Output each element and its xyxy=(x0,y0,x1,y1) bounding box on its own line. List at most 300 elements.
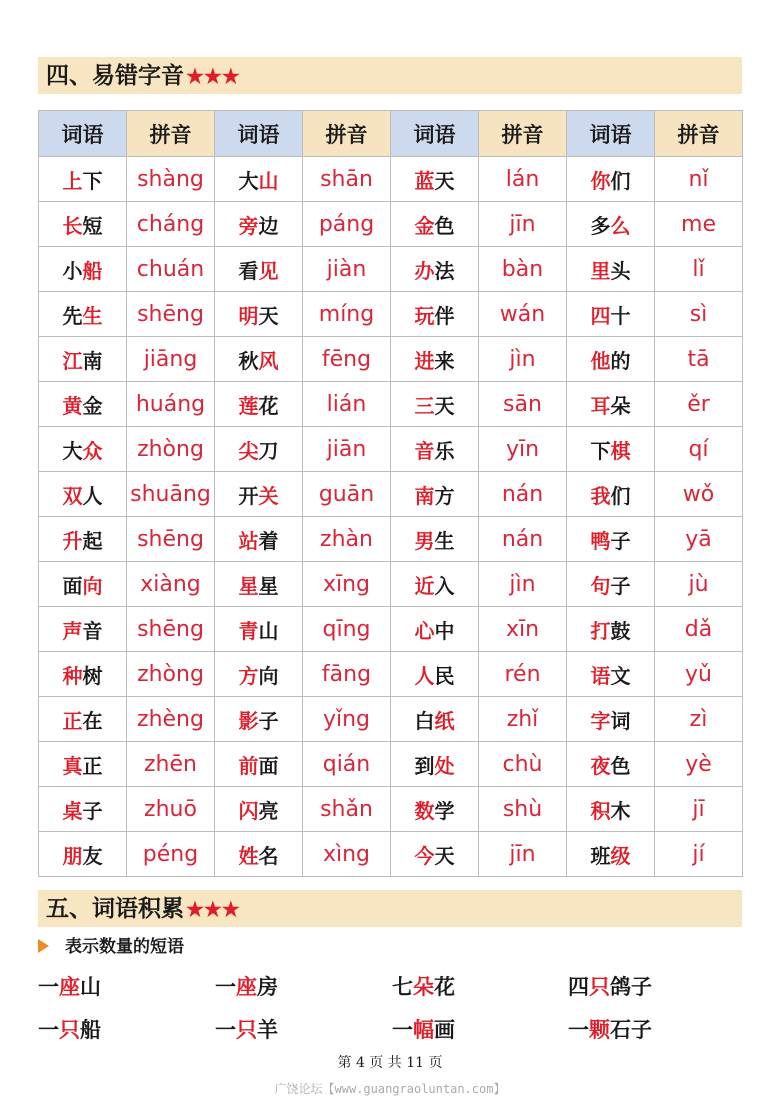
char: 白 xyxy=(414,708,435,733)
char: 羊 xyxy=(257,1017,278,1042)
pinyin-cell: huáng xyxy=(127,382,215,427)
word-cell xyxy=(215,382,303,427)
char: 面 xyxy=(258,753,279,778)
page-number: 第 4 页 共 11 页 xyxy=(337,1055,443,1071)
word-cell xyxy=(567,382,655,427)
char: 房 xyxy=(257,974,278,999)
char: 四 xyxy=(568,974,589,999)
char: 开 xyxy=(238,483,259,508)
word-cell xyxy=(215,427,303,472)
char: 天 xyxy=(258,303,279,328)
pinyin-cell: sān xyxy=(479,382,567,427)
char: 天 xyxy=(434,393,455,418)
char: 天 xyxy=(434,843,455,868)
char: 大 xyxy=(238,168,259,193)
quantity-phrase xyxy=(568,971,652,1001)
pinyin-cell: xīng xyxy=(303,562,391,607)
table-row xyxy=(39,337,743,382)
highlighted-char: 上 xyxy=(62,168,83,193)
pinyin-cell: dǎ xyxy=(655,607,743,652)
pinyin-cell: ěr xyxy=(655,382,743,427)
highlighted-char: 办 xyxy=(414,258,435,283)
pinyin-cell: shēng xyxy=(127,517,215,562)
highlighted-char: 莲 xyxy=(238,393,259,418)
char: 一 xyxy=(568,1017,589,1042)
quantity-phrase xyxy=(215,971,278,1001)
triangle-bullet-icon xyxy=(38,939,49,953)
char: 的 xyxy=(610,348,631,373)
char: 星 xyxy=(258,573,279,598)
pinyin-cell: jiāng xyxy=(127,337,215,382)
highlighted-char: 闪 xyxy=(238,798,259,823)
char: 正 xyxy=(82,753,103,778)
word-cell xyxy=(39,157,127,202)
section-4-title: 四、易错字音 xyxy=(46,62,184,89)
word-cell xyxy=(567,247,655,292)
quantity-phrase xyxy=(38,1014,101,1044)
highlighted-char: 风 xyxy=(258,348,279,373)
word-cell xyxy=(567,562,655,607)
char: 山 xyxy=(258,618,279,643)
char: 文 xyxy=(610,663,631,688)
char: 秋 xyxy=(238,348,259,373)
pinyin-cell: jìn xyxy=(479,337,567,382)
char: 伴 xyxy=(434,303,455,328)
pinyin-cell: qí xyxy=(655,427,743,472)
highlighted-char: 夜 xyxy=(590,753,611,778)
word-cell xyxy=(215,652,303,697)
highlighted-char: 黄 xyxy=(62,393,83,418)
word-cell xyxy=(567,832,655,877)
word-cell xyxy=(391,247,479,292)
table-row xyxy=(39,157,743,202)
char: 色 xyxy=(434,213,455,238)
word-cell xyxy=(391,832,479,877)
word-cell xyxy=(391,697,479,742)
word-cell xyxy=(391,157,479,202)
table-row xyxy=(39,382,743,427)
char: 名 xyxy=(258,843,279,868)
column-header: 词语 xyxy=(215,111,303,157)
highlighted-char: 船 xyxy=(82,258,103,283)
highlighted-char: 尖 xyxy=(238,438,259,463)
pinyin-cell: lián xyxy=(303,382,391,427)
word-cell xyxy=(391,427,479,472)
highlighted-char: 男 xyxy=(414,528,435,553)
char: 们 xyxy=(610,168,631,193)
table-row xyxy=(39,472,743,517)
pinyin-cell: bàn xyxy=(479,247,567,292)
word-cell xyxy=(567,472,655,517)
highlighted-char: 耳 xyxy=(590,393,611,418)
char: 方 xyxy=(434,483,455,508)
pinyin-cell: zì xyxy=(655,697,743,742)
word-cell xyxy=(391,742,479,787)
char: 小 xyxy=(62,258,83,283)
table-row xyxy=(39,247,743,292)
highlighted-char: 朵 xyxy=(413,974,434,999)
highlighted-char: 座 xyxy=(236,974,257,999)
table-header-row xyxy=(39,111,743,157)
char: 们 xyxy=(610,483,631,508)
table-row xyxy=(39,517,743,562)
char: 大 xyxy=(62,438,83,463)
highlighted-char: 颗 xyxy=(589,1017,610,1042)
highlighted-char: 我 xyxy=(590,483,611,508)
watermark: 广饶论坛【www.guangraoluntan.com】 xyxy=(274,1082,506,1096)
word-cell xyxy=(39,337,127,382)
char: 花 xyxy=(258,393,279,418)
highlighted-char: 他 xyxy=(590,348,611,373)
highlighted-char: 种 xyxy=(62,663,83,688)
pinyin-cell: zhòng xyxy=(127,427,215,472)
pinyin-cell: zhèng xyxy=(127,697,215,742)
highlighted-char: 句 xyxy=(590,573,611,598)
pinyin-cell: xìng xyxy=(303,832,391,877)
pinyin-cell: yīn xyxy=(479,427,567,472)
char: 词 xyxy=(610,708,631,733)
highlighted-char: 影 xyxy=(238,708,259,733)
highlighted-char: 近 xyxy=(414,573,435,598)
word-cell xyxy=(39,292,127,337)
word-cell xyxy=(391,517,479,562)
char: 边 xyxy=(258,213,279,238)
pinyin-cell: me xyxy=(655,202,743,247)
highlighted-char: 向 xyxy=(82,573,103,598)
pinyin-cell: xīn xyxy=(479,607,567,652)
column-header: 拼音 xyxy=(127,111,215,157)
word-cell xyxy=(215,292,303,337)
highlighted-char: 座 xyxy=(59,974,80,999)
table-row xyxy=(39,742,743,787)
char: 短 xyxy=(82,213,103,238)
char: 子 xyxy=(258,708,279,733)
highlighted-char: 青 xyxy=(238,618,259,643)
highlighted-char: 站 xyxy=(238,528,259,553)
char: 来 xyxy=(434,348,455,373)
quantity-phrase xyxy=(215,1014,278,1044)
pinyin-cell: míng xyxy=(303,292,391,337)
pinyin-cell: nǐ xyxy=(655,157,743,202)
table-row xyxy=(39,427,743,472)
table-row xyxy=(39,832,743,877)
char: 石子 xyxy=(610,1017,652,1042)
pinyin-cell: shàng xyxy=(127,157,215,202)
highlighted-char: 四 xyxy=(590,303,611,328)
char: 一 xyxy=(392,1017,413,1042)
char: 子 xyxy=(610,528,631,553)
pinyin-cell: tā xyxy=(655,337,743,382)
highlighted-char: 棋 xyxy=(610,438,631,463)
word-cell xyxy=(215,832,303,877)
highlighted-char: 见 xyxy=(258,258,279,283)
pinyin-cell: shēng xyxy=(127,292,215,337)
word-cell xyxy=(391,337,479,382)
pinyin-cell: guān xyxy=(303,472,391,517)
column-header: 词语 xyxy=(39,111,127,157)
char: 面 xyxy=(62,573,83,598)
word-cell xyxy=(215,517,303,562)
char: 友 xyxy=(82,843,103,868)
char: 鼓 xyxy=(610,618,631,643)
pinyin-cell: qīng xyxy=(303,607,391,652)
char: 天 xyxy=(434,168,455,193)
char: 入 xyxy=(434,573,455,598)
char: 树 xyxy=(82,663,103,688)
pinyin-cell: qián xyxy=(303,742,391,787)
quantity-phrase xyxy=(568,1014,652,1044)
highlighted-char: 积 xyxy=(590,798,611,823)
pinyin-cell: sì xyxy=(655,292,743,337)
pinyin-cell: zhǐ xyxy=(479,697,567,742)
highlighted-char: 旁 xyxy=(238,213,259,238)
highlighted-char: 级 xyxy=(610,843,631,868)
pinyin-cell: zhàn xyxy=(303,517,391,562)
highlighted-char: 心 xyxy=(414,618,435,643)
word-cell xyxy=(391,292,479,337)
word-cell xyxy=(39,607,127,652)
highlighted-char: 鸭 xyxy=(590,528,611,553)
subheading-text: 表示数量的短语 xyxy=(65,937,184,957)
pinyin-cell: chuán xyxy=(127,247,215,292)
pinyin-cell: zhēn xyxy=(127,742,215,787)
pinyin-cell: jiān xyxy=(303,427,391,472)
pinyin-cell: shǎn xyxy=(303,787,391,832)
word-cell xyxy=(567,742,655,787)
quantity-phrase xyxy=(392,1014,455,1044)
char: 刀 xyxy=(258,438,279,463)
column-header: 词语 xyxy=(391,111,479,157)
pinyin-cell: zhuō xyxy=(127,787,215,832)
highlighted-char: 么 xyxy=(610,213,631,238)
pinyin-cell: yè xyxy=(655,742,743,787)
column-header: 拼音 xyxy=(303,111,391,157)
highlighted-char: 数 xyxy=(414,798,435,823)
word-cell xyxy=(567,337,655,382)
word-cell xyxy=(567,697,655,742)
highlighted-char: 正 xyxy=(62,708,83,733)
pinyin-cell: jiàn xyxy=(303,247,391,292)
highlighted-char: 江 xyxy=(62,348,83,373)
pinyin-cell: rén xyxy=(479,652,567,697)
highlighted-char: 姓 xyxy=(238,843,259,868)
word-cell xyxy=(567,427,655,472)
highlighted-char: 语 xyxy=(590,663,611,688)
highlighted-char: 只 xyxy=(236,1017,257,1042)
highlighted-char: 处 xyxy=(434,753,455,778)
char: 金 xyxy=(82,393,103,418)
word-cell xyxy=(39,517,127,562)
char: 七 xyxy=(392,974,413,999)
highlighted-char: 真 xyxy=(62,753,83,778)
pinyin-cell: xiàng xyxy=(127,562,215,607)
column-header: 拼音 xyxy=(655,111,743,157)
pinyin-cell: yā xyxy=(655,517,743,562)
word-cell xyxy=(567,157,655,202)
highlighted-char: 星 xyxy=(238,573,259,598)
highlighted-char: 进 xyxy=(414,348,435,373)
word-cell xyxy=(215,202,303,247)
star-rating-icon: ★★★ xyxy=(186,897,240,921)
word-cell xyxy=(391,382,479,427)
word-cell xyxy=(567,787,655,832)
section-5-header xyxy=(38,890,742,927)
char: 花 xyxy=(434,974,455,999)
subheading xyxy=(38,932,184,957)
word-cell xyxy=(215,787,303,832)
word-cell xyxy=(391,652,479,697)
pinyin-cell: jí xyxy=(655,832,743,877)
word-cell xyxy=(391,787,479,832)
char: 乐 xyxy=(434,438,455,463)
word-cell xyxy=(215,472,303,517)
highlighted-char: 生 xyxy=(82,303,103,328)
char: 班 xyxy=(590,843,611,868)
word-cell xyxy=(39,382,127,427)
pinyin-cell: jī xyxy=(655,787,743,832)
table-row xyxy=(39,292,743,337)
char: 色 xyxy=(610,753,631,778)
char: 朵 xyxy=(610,393,631,418)
word-cell xyxy=(39,742,127,787)
word-cell xyxy=(567,292,655,337)
highlighted-char: 只 xyxy=(589,974,610,999)
highlighted-char: 桌 xyxy=(62,798,83,823)
table-row xyxy=(39,652,743,697)
char: 先 xyxy=(62,303,83,328)
highlighted-char: 幅 xyxy=(413,1017,434,1042)
word-cell xyxy=(391,607,479,652)
highlighted-char: 朋 xyxy=(62,843,83,868)
word-cell xyxy=(215,607,303,652)
pinyin-cell: shēng xyxy=(127,607,215,652)
pinyin-cell: yǔ xyxy=(655,652,743,697)
section-4-header xyxy=(38,57,742,94)
char: 起 xyxy=(82,528,103,553)
word-cell xyxy=(39,472,127,517)
word-cell xyxy=(391,562,479,607)
pinyin-cell: yǐng xyxy=(303,697,391,742)
char: 在 xyxy=(82,708,103,733)
highlighted-char: 山 xyxy=(258,168,279,193)
word-cell xyxy=(567,607,655,652)
star-rating-icon: ★★★ xyxy=(186,64,240,88)
char: 一 xyxy=(38,1017,59,1042)
highlighted-char: 关 xyxy=(258,483,279,508)
highlighted-char: 只 xyxy=(59,1017,80,1042)
word-cell xyxy=(215,157,303,202)
pinyin-cell: péng xyxy=(127,832,215,877)
pinyin-cell: lǐ xyxy=(655,247,743,292)
char: 鸽子 xyxy=(610,974,652,999)
table-row xyxy=(39,787,743,832)
word-cell xyxy=(391,202,479,247)
char: 中 xyxy=(434,618,455,643)
highlighted-char: 升 xyxy=(62,528,83,553)
pinyin-cell: wán xyxy=(479,292,567,337)
table-row xyxy=(39,607,743,652)
pinyin-cell: jīn xyxy=(479,202,567,247)
word-cell xyxy=(391,472,479,517)
pinyin-cell: shān xyxy=(303,157,391,202)
highlighted-char: 音 xyxy=(414,438,435,463)
char: 一 xyxy=(215,1017,236,1042)
pinyin-cell: jù xyxy=(655,562,743,607)
pinyin-cell: fāng xyxy=(303,652,391,697)
char: 到 xyxy=(414,753,435,778)
pinyin-table xyxy=(38,110,743,877)
pinyin-cell: jìn xyxy=(479,562,567,607)
pinyin-cell: páng xyxy=(303,202,391,247)
char: 子 xyxy=(610,573,631,598)
pinyin-cell: cháng xyxy=(127,202,215,247)
highlighted-char: 你 xyxy=(590,168,611,193)
word-cell xyxy=(215,742,303,787)
quantity-phrase xyxy=(392,971,455,1001)
word-cell xyxy=(215,697,303,742)
char: 生 xyxy=(434,528,455,553)
pinyin-cell: wǒ xyxy=(655,472,743,517)
char: 头 xyxy=(610,258,631,283)
word-cell xyxy=(39,562,127,607)
char: 船 xyxy=(80,1017,101,1042)
pinyin-cell: lán xyxy=(479,157,567,202)
word-cell xyxy=(215,562,303,607)
word-cell xyxy=(39,832,127,877)
char: 向 xyxy=(258,663,279,688)
word-cell xyxy=(567,517,655,562)
word-cell xyxy=(567,652,655,697)
pinyin-cell: chù xyxy=(479,742,567,787)
char: 音 xyxy=(82,618,103,643)
highlighted-char: 众 xyxy=(82,438,103,463)
highlighted-char: 纸 xyxy=(434,708,455,733)
highlighted-char: 字 xyxy=(590,708,611,733)
word-cell xyxy=(39,787,127,832)
char: 多 xyxy=(590,213,611,238)
pinyin-cell: shù xyxy=(479,787,567,832)
pinyin-cell: jīn xyxy=(479,832,567,877)
pinyin-cell: shuāng xyxy=(127,472,215,517)
highlighted-char: 人 xyxy=(414,663,435,688)
highlighted-char: 里 xyxy=(590,258,611,283)
char: 人 xyxy=(82,483,103,508)
quantity-phrase xyxy=(38,971,101,1001)
highlighted-char: 打 xyxy=(590,618,611,643)
highlighted-char: 前 xyxy=(238,753,259,778)
char: 木 xyxy=(610,798,631,823)
word-cell xyxy=(567,202,655,247)
highlighted-char: 金 xyxy=(414,213,435,238)
char: 看 xyxy=(238,258,259,283)
highlighted-char: 南 xyxy=(414,483,435,508)
table-row xyxy=(39,562,743,607)
pinyin-cell: fēng xyxy=(303,337,391,382)
word-cell xyxy=(39,652,127,697)
table-row xyxy=(39,697,743,742)
highlighted-char: 三 xyxy=(414,393,435,418)
word-cell xyxy=(39,247,127,292)
pinyin-cell: nán xyxy=(479,472,567,517)
char: 民 xyxy=(434,663,455,688)
highlighted-char: 长 xyxy=(62,213,83,238)
section-5-title: 五、词语积累 xyxy=(46,895,184,922)
table-row xyxy=(39,202,743,247)
highlighted-char: 玩 xyxy=(414,303,435,328)
char: 下 xyxy=(590,438,611,463)
highlighted-char: 双 xyxy=(62,483,83,508)
column-header: 拼音 xyxy=(479,111,567,157)
